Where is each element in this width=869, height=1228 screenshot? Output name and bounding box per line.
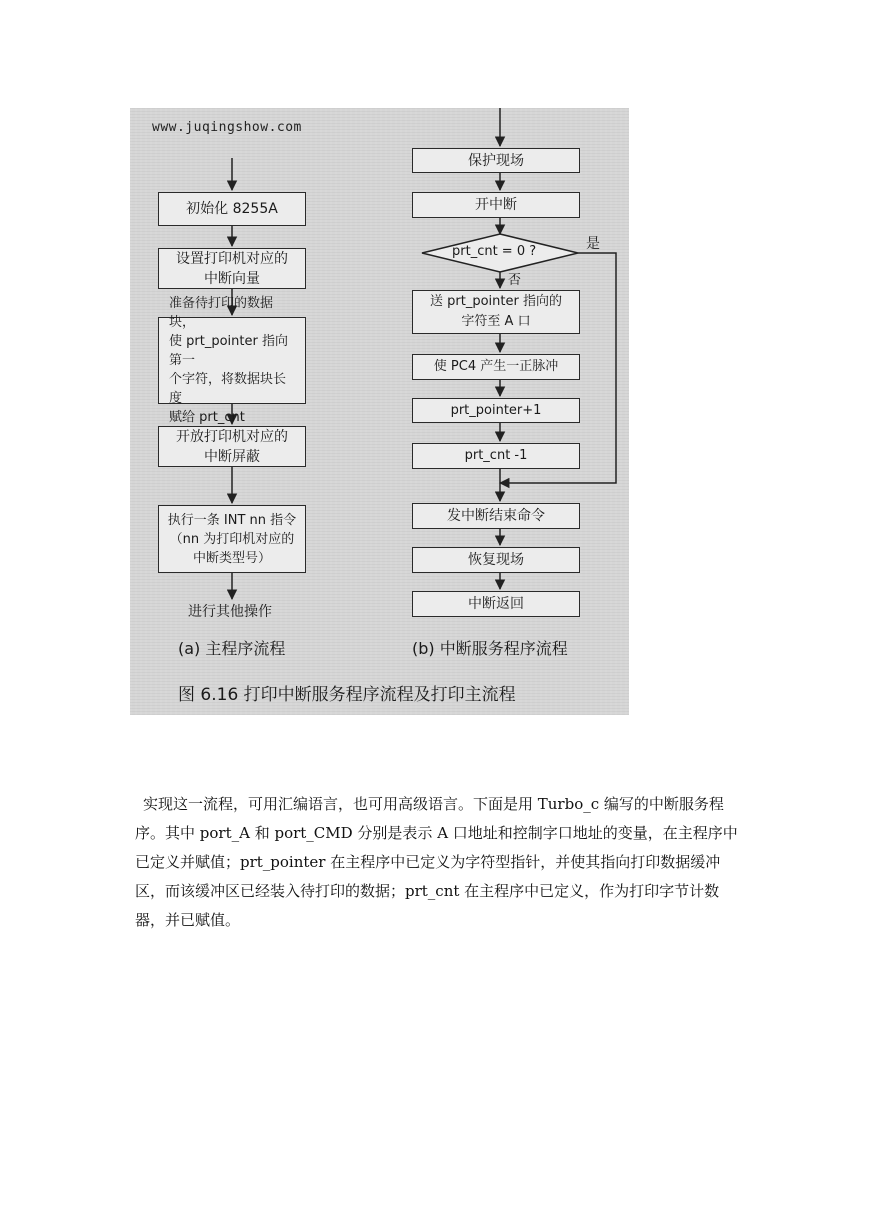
step-cnt-dec-text: prt_cnt -1 <box>464 448 528 463</box>
step-interrupt-return <box>412 591 580 617</box>
caption-main-flow: (a) 主程序流程 <box>178 639 286 658</box>
step-prepare-block-text: 准备待打印的数据块， 使 prt_pointer 指向第一 个字符，将数据块长度 赋给 prt_cnt <box>169 296 288 425</box>
step-pointer-inc-text: prt_pointer+1 <box>450 402 542 418</box>
step-init-8255a-text: 初始化 8255A <box>186 201 278 217</box>
step-save-context <box>412 148 580 173</box>
step-int-nn-text: 执行一条 INT nn 指令 （nn 为打印机对应的 中断类型号） <box>167 512 297 566</box>
decision-text: prt_cnt = 0 ? <box>452 244 537 259</box>
no-label: 否 <box>508 273 522 288</box>
watermark-url: www.juqingshow.com <box>152 120 302 135</box>
step-save-context-text: 保护现场 <box>468 152 524 169</box>
step-prepare-block <box>158 296 306 425</box>
step-init-8255a <box>158 192 306 226</box>
step-interrupt-return-text: 中断返回 <box>468 596 524 612</box>
step-cnt-dec <box>412 443 580 469</box>
body-paragraph: 实现这一流程，可用汇编语言，也可用高级语言。下面是用 Turbo_c 编写的中断服务程序。其中 port_A 和 port_CMD 分别是表示 A 口地址和控制字口地址的变量，在主程序中已定义并赋值；prt_pointer 在主程序中已定义为字符型指针，并使其指向打印数据缓冲区，而该缓冲区已经装入待打印的数据；prt_cnt 在主程序中已定义，作为打印字节计数器，并已赋值。 <box>135 795 738 929</box>
step-send-char <box>412 290 580 334</box>
step-send-eoi-text: 发中断结束命令 <box>447 508 545 524</box>
figure-caption: 图 6.16 打印中断服务程序流程及打印主流程 <box>178 685 516 705</box>
step-send-char-text: 送 prt_pointer 指向的 字符至 A 口 <box>430 294 562 329</box>
step-restore-context-text: 恢复现场 <box>468 552 524 568</box>
step-open-mask-text: 开放打印机对应的 中断屏蔽 <box>176 428 288 465</box>
step-other-operations: 进行其他操作 <box>188 604 272 620</box>
step-int-nn <box>158 505 306 573</box>
step-set-vector-text: 设置打印机对应的 中断向量 <box>176 250 288 287</box>
caption-isr-flow: (b) 中断服务程序流程 <box>412 639 568 658</box>
yes-label: 是 <box>586 236 600 252</box>
step-pc4-pulse-text: 使 PC4 产生一正脉冲 <box>433 359 559 374</box>
body-paragraph-block <box>135 790 741 935</box>
step-enable-interrupt <box>412 192 580 218</box>
step-set-vector <box>158 248 306 289</box>
step-open-mask <box>158 426 306 467</box>
step-pc4-pulse <box>412 354 580 380</box>
step-enable-interrupt-text: 开中断 <box>475 197 517 213</box>
step-restore-context <box>412 547 580 573</box>
step-pointer-inc <box>412 398 580 423</box>
flowchart-figure <box>130 108 629 715</box>
step-send-eoi <box>412 503 580 529</box>
